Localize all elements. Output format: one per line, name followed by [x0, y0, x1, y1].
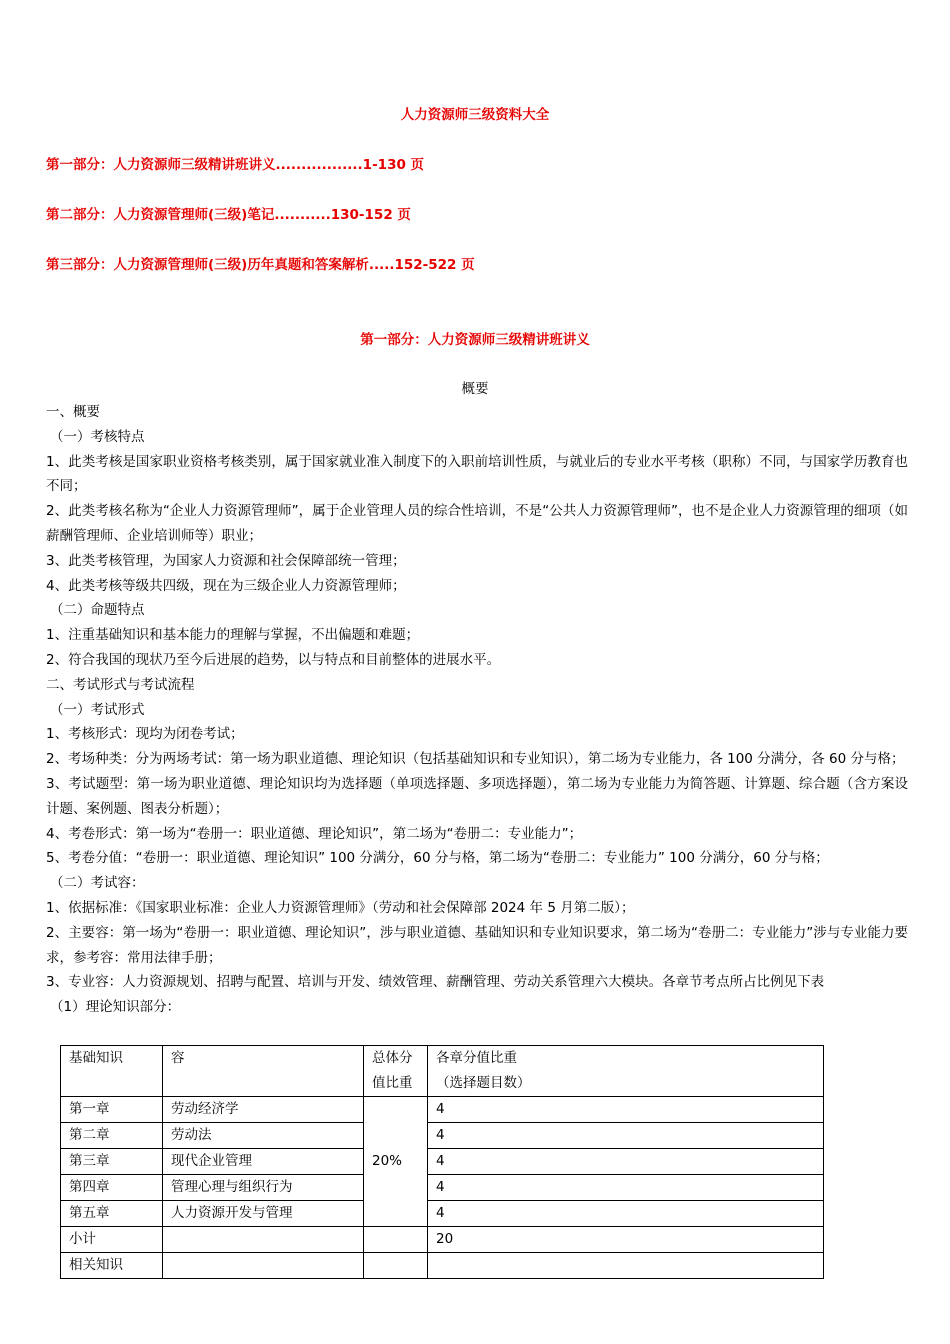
toc-entry-part1[interactable]: 第一部分：人力资源师三级精讲班讲义.................1-130 页: [46, 157, 425, 173]
content-cell: 现代企业管理: [163, 1149, 364, 1175]
table-row: [61, 1149, 824, 1175]
chapter-cell: 第三章: [61, 1149, 163, 1175]
table-header-cell: 总体分值比重: [364, 1046, 428, 1097]
table-header-cell: 基础知识: [61, 1046, 163, 1097]
paragraph: 4、考卷形式：第一场为“卷册一：职业道德、理论知识”，第二场为“卷册二：专业能力”；: [46, 825, 583, 842]
document-title: 人力资源师三级资料大全: [400, 107, 550, 123]
body-text: [46, 400, 908, 1020]
paragraph: 1、此类考核是国家职业资格考核类别，属于国家就业准入制度下的入职前培训性质，与就业后的专业水平考核（职称）不同，与国家学历教育也不同；: [46, 453, 908, 495]
paragraph: 3、考试题型：第一场为职业道德、理论知识均为选择题（单项选择题、多项选择题），第二场为专业能力为简答题、计算题、综合题（含方案设计题、案例题、图表分析题）；: [46, 775, 908, 817]
table-header-row: [61, 1046, 824, 1097]
content-cell: 劳动经济学: [163, 1097, 364, 1123]
score-cell: 4: [428, 1175, 824, 1201]
subsection-heading: （1）理论知识部分：: [50, 999, 181, 1016]
score-cell: 4: [428, 1149, 824, 1175]
header-line: （选择题目数）: [436, 1075, 531, 1091]
paragraph: 1、依据标准：《国家职业标准：企业人力资源管理师》（劳动和社会保障部 2024 年 5 月第二版）；: [46, 899, 635, 916]
score-cell: 4: [428, 1201, 824, 1227]
empty-cell: [428, 1253, 824, 1279]
subtotal-label: 小计: [61, 1227, 163, 1253]
weight-cell: 20%: [364, 1097, 428, 1227]
paragraph: 3、专业容：人力资源规划、招聘与配置、培训与开发、绩效管理、薪酬管理、劳动关系管理六大模块。各章节考点所占比例见下表: [46, 974, 825, 991]
empty-cell: [163, 1227, 364, 1253]
part1-heading: 第一部分：人力资源师三级精讲班讲义: [360, 332, 590, 348]
paragraph: 3、此类考核管理，为国家人力资源和社会保障部统一管理；: [46, 552, 406, 569]
content-cell: 管理心理与组织行为: [163, 1175, 364, 1201]
score-table-container: [60, 1045, 824, 1279]
table-header-cell: [428, 1046, 824, 1097]
paragraph: 2、符合我国的现状乃至今后进展的趋势，以与特点和目前整体的进展水平。: [46, 651, 501, 668]
subtotal-value: 20: [428, 1227, 824, 1253]
related-label: 相关知识: [61, 1253, 163, 1279]
subsection-heading: （二）命题特点: [50, 602, 145, 619]
toc-entry-part3[interactable]: 第三部分：人力资源管理师(三级)历年真题和答案解析.....152-522 页: [46, 257, 475, 273]
paragraph: 5、考卷分值：“卷册一：职业道德、理论知识” 100 分满分，60 分与格，第二场为“卷册二：专业能力” 100 分满分，60 分与格；: [46, 850, 829, 867]
section-heading: 一、概要: [46, 404, 100, 420]
content-cell: 劳动法: [163, 1123, 364, 1149]
chapter-cell: 第二章: [61, 1123, 163, 1149]
table-row: [61, 1201, 824, 1227]
table-header-cell: 容: [163, 1046, 364, 1097]
empty-cell: [163, 1253, 364, 1279]
paragraph: 4、此类考核等级共四级，现在为三级企业人力资源管理师；: [46, 577, 406, 594]
paragraph: 2、主要容：第一场为“卷册一：职业道德、理论知识”，涉与职业道德、基础知识和专业知识要求，第二场为“卷册二：专业能力”涉与专业能力要求，参考容：常用法律手册；: [46, 924, 908, 966]
table-row: [61, 1123, 824, 1149]
paragraph: 1、考核形式：现均为闭卷考试；: [46, 726, 244, 743]
content-cell: 人力资源开发与管理: [163, 1201, 364, 1227]
summary-heading: 概要: [461, 381, 489, 397]
section-heading: 二、考试形式与考试流程: [46, 676, 195, 693]
related-row: [61, 1253, 824, 1279]
empty-cell: [364, 1253, 428, 1279]
header-line: 各章分值比重: [436, 1050, 517, 1066]
paragraph: 1、注重基础知识和基本能力的理解与掌握，不出偏题和难题；: [46, 627, 420, 644]
empty-cell: [364, 1227, 428, 1253]
subsection-heading: （一）考核特点: [50, 428, 145, 445]
score-cell: 4: [428, 1123, 824, 1149]
paragraph: 2、考场种类：分为两场考试：第一场为职业道德、理论知识（包括基础知识和专业知识），第二场为专业能力，各 100 分满分，各 60 分与格；: [46, 751, 905, 768]
subsection-heading: （一）考试形式: [50, 701, 145, 718]
toc-entry-part2[interactable]: 第二部分：人力资源管理师(三级)笔记...........130-152 页: [46, 207, 411, 223]
chapter-cell: 第五章: [61, 1201, 163, 1227]
table-row: [61, 1097, 824, 1123]
chapter-cell: 第四章: [61, 1175, 163, 1201]
table-row: [61, 1175, 824, 1201]
score-cell: 4: [428, 1097, 824, 1123]
subsection-heading: （二）考试容：: [50, 875, 145, 892]
chapter-cell: 第一章: [61, 1097, 163, 1123]
subtotal-row: [61, 1227, 824, 1253]
score-table: [60, 1045, 824, 1279]
paragraph: 2、此类考核名称为“企业人力资源管理师”，属于企业管理人员的综合性培训，不是“公共人力资源管理师”，也不是企业人力资源管理的细项（如薪酬管理师、企业培训师等）职业；: [46, 503, 908, 544]
